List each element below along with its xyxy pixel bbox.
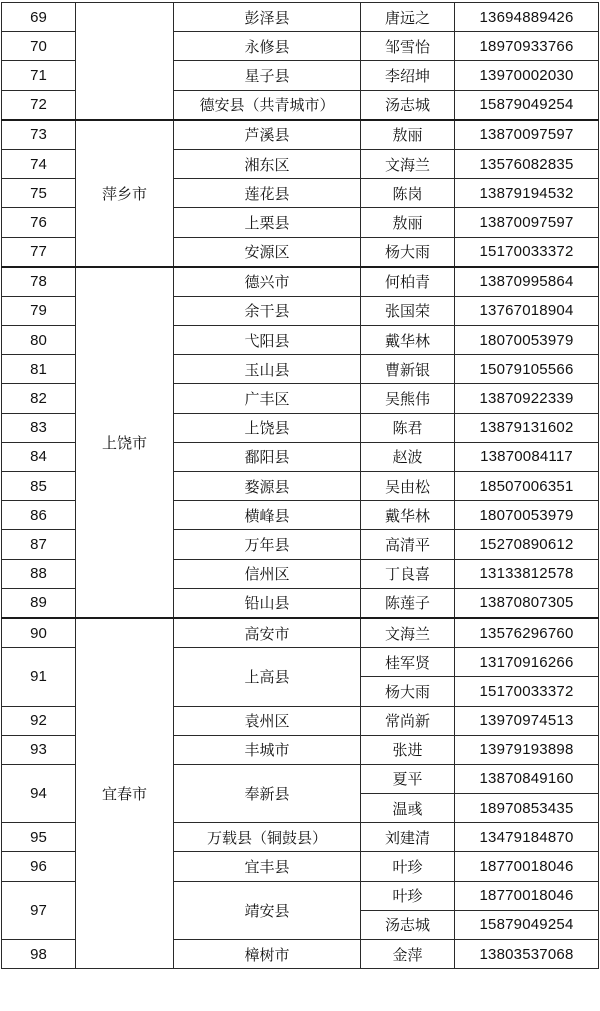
city-cell — [76, 3, 174, 120]
phone-cell: 15879049254 — [455, 910, 599, 939]
phone-cell: 13879131602 — [455, 413, 599, 442]
contact-name-cell: 文海兰 — [361, 618, 455, 648]
county-cell: 宜丰县 — [174, 852, 361, 881]
contact-name-cell: 戴华林 — [361, 326, 455, 355]
county-cell: 德兴市 — [174, 267, 361, 297]
phone-cell: 18507006351 — [455, 472, 599, 501]
contact-name-cell: 夏平 — [361, 764, 455, 793]
row-number-cell: 90 — [2, 618, 76, 648]
row-number-cell: 76 — [2, 208, 76, 237]
contact-name-cell: 叶珍 — [361, 881, 455, 910]
row-number-cell: 77 — [2, 237, 76, 267]
contact-name-cell: 汤志城 — [361, 90, 455, 120]
contact-table-body — [2, 3, 599, 969]
contact-name-cell: 何柏青 — [361, 267, 455, 297]
row-number-cell: 80 — [2, 326, 76, 355]
contact-name-cell: 杨大雨 — [361, 677, 455, 706]
county-cell: 永修县 — [174, 32, 361, 61]
contact-name-cell: 吴熊伟 — [361, 384, 455, 413]
phone-cell: 13870084117 — [455, 442, 599, 471]
contact-table — [1, 2, 599, 969]
phone-cell: 18970853435 — [455, 794, 599, 823]
phone-cell: 13970974513 — [455, 706, 599, 735]
county-cell: 上栗县 — [174, 208, 361, 237]
row-number-cell: 93 — [2, 735, 76, 764]
county-cell: 彭泽县 — [174, 3, 361, 32]
county-cell: 星子县 — [174, 61, 361, 90]
phone-cell: 15170033372 — [455, 677, 599, 706]
phone-cell: 13870995864 — [455, 267, 599, 297]
contact-name-cell: 邹雪怡 — [361, 32, 455, 61]
row-number-cell: 70 — [2, 32, 76, 61]
row-number-cell: 88 — [2, 559, 76, 588]
contact-name-cell: 吴由松 — [361, 472, 455, 501]
row-number-cell: 81 — [2, 355, 76, 384]
phone-cell: 13479184870 — [455, 823, 599, 852]
contact-name-cell: 陈莲子 — [361, 588, 455, 618]
contact-name-cell: 温彧 — [361, 794, 455, 823]
table-row — [2, 267, 599, 297]
row-number-cell: 71 — [2, 61, 76, 90]
county-cell: 广丰区 — [174, 384, 361, 413]
phone-cell: 13970002030 — [455, 61, 599, 90]
row-number-cell: 82 — [2, 384, 76, 413]
county-cell: 樟树市 — [174, 940, 361, 969]
row-number-cell: 79 — [2, 296, 76, 325]
contact-name-cell: 刘建清 — [361, 823, 455, 852]
county-cell: 铅山县 — [174, 588, 361, 618]
table-row — [2, 618, 599, 648]
phone-cell: 13870807305 — [455, 588, 599, 618]
phone-cell: 18970933766 — [455, 32, 599, 61]
county-cell: 袁州区 — [174, 706, 361, 735]
phone-cell: 13870097597 — [455, 120, 599, 150]
contact-name-cell: 敖丽 — [361, 208, 455, 237]
phone-cell: 13979193898 — [455, 735, 599, 764]
phone-cell: 18770018046 — [455, 852, 599, 881]
row-number-cell: 94 — [2, 764, 76, 822]
phone-cell: 13870922339 — [455, 384, 599, 413]
contact-name-cell: 赵波 — [361, 442, 455, 471]
phone-cell: 13133812578 — [455, 559, 599, 588]
contact-name-cell: 张进 — [361, 735, 455, 764]
phone-cell: 15879049254 — [455, 90, 599, 120]
contact-name-cell: 敖丽 — [361, 120, 455, 150]
contact-name-cell: 曹新银 — [361, 355, 455, 384]
row-number-cell: 87 — [2, 530, 76, 559]
county-cell: 弋阳县 — [174, 326, 361, 355]
contact-name-cell: 陈岗 — [361, 179, 455, 208]
county-cell: 余干县 — [174, 296, 361, 325]
contact-name-cell: 唐远之 — [361, 3, 455, 32]
row-number-cell: 89 — [2, 588, 76, 618]
county-cell: 横峰县 — [174, 501, 361, 530]
county-cell: 芦溪县 — [174, 120, 361, 150]
county-cell: 丰城市 — [174, 735, 361, 764]
phone-cell: 18770018046 — [455, 881, 599, 910]
phone-cell: 13576296760 — [455, 618, 599, 648]
county-cell: 万载县（铜鼓县） — [174, 823, 361, 852]
county-cell: 玉山县 — [174, 355, 361, 384]
city-cell: 上饶市 — [76, 267, 174, 618]
table-row — [2, 120, 599, 150]
county-cell: 安源区 — [174, 237, 361, 267]
county-cell: 莲花县 — [174, 179, 361, 208]
contact-name-cell: 李绍坤 — [361, 61, 455, 90]
county-cell: 鄱阳县 — [174, 442, 361, 471]
contact-name-cell: 陈君 — [361, 413, 455, 442]
row-number-cell: 74 — [2, 149, 76, 178]
phone-cell: 13576082835 — [455, 149, 599, 178]
phone-cell: 13170916266 — [455, 648, 599, 677]
row-number-cell: 75 — [2, 179, 76, 208]
contact-name-cell: 常尚新 — [361, 706, 455, 735]
county-cell: 婺源县 — [174, 472, 361, 501]
contact-name-cell: 张国荣 — [361, 296, 455, 325]
row-number-cell: 96 — [2, 852, 76, 881]
phone-cell: 13803537068 — [455, 940, 599, 969]
row-number-cell: 86 — [2, 501, 76, 530]
row-number-cell: 73 — [2, 120, 76, 150]
phone-cell: 15170033372 — [455, 237, 599, 267]
county-cell: 湘东区 — [174, 149, 361, 178]
county-cell: 万年县 — [174, 530, 361, 559]
row-number-cell: 98 — [2, 940, 76, 969]
phone-cell: 18070053979 — [455, 326, 599, 355]
row-number-cell: 72 — [2, 90, 76, 120]
county-cell: 德安县（共青城市） — [174, 90, 361, 120]
phone-cell: 13870097597 — [455, 208, 599, 237]
county-cell: 靖安县 — [174, 881, 361, 939]
contact-name-cell: 高清平 — [361, 530, 455, 559]
contact-name-cell: 叶珍 — [361, 852, 455, 881]
phone-cell: 15079105566 — [455, 355, 599, 384]
contact-name-cell: 金萍 — [361, 940, 455, 969]
contact-name-cell: 戴华林 — [361, 501, 455, 530]
county-cell: 高安市 — [174, 618, 361, 648]
city-cell: 宜春市 — [76, 618, 174, 969]
phone-cell: 15270890612 — [455, 530, 599, 559]
phone-cell: 13694889426 — [455, 3, 599, 32]
contact-name-cell: 文海兰 — [361, 149, 455, 178]
contact-name-cell: 杨大雨 — [361, 237, 455, 267]
contact-name-cell: 桂军贤 — [361, 648, 455, 677]
row-number-cell: 69 — [2, 3, 76, 32]
row-number-cell: 92 — [2, 706, 76, 735]
county-cell: 信州区 — [174, 559, 361, 588]
phone-cell: 13870849160 — [455, 764, 599, 793]
row-number-cell: 95 — [2, 823, 76, 852]
row-number-cell: 83 — [2, 413, 76, 442]
county-cell: 上饶县 — [174, 413, 361, 442]
row-number-cell: 97 — [2, 881, 76, 939]
table-row — [2, 3, 599, 32]
row-number-cell: 78 — [2, 267, 76, 297]
row-number-cell: 84 — [2, 442, 76, 471]
contact-name-cell: 丁良喜 — [361, 559, 455, 588]
phone-cell: 18070053979 — [455, 501, 599, 530]
phone-cell: 13879194532 — [455, 179, 599, 208]
row-number-cell: 85 — [2, 472, 76, 501]
county-cell: 上高县 — [174, 648, 361, 706]
phone-cell: 13767018904 — [455, 296, 599, 325]
city-cell: 萍乡市 — [76, 120, 174, 267]
county-cell: 奉新县 — [174, 764, 361, 822]
row-number-cell: 91 — [2, 648, 76, 706]
contact-name-cell: 汤志城 — [361, 910, 455, 939]
